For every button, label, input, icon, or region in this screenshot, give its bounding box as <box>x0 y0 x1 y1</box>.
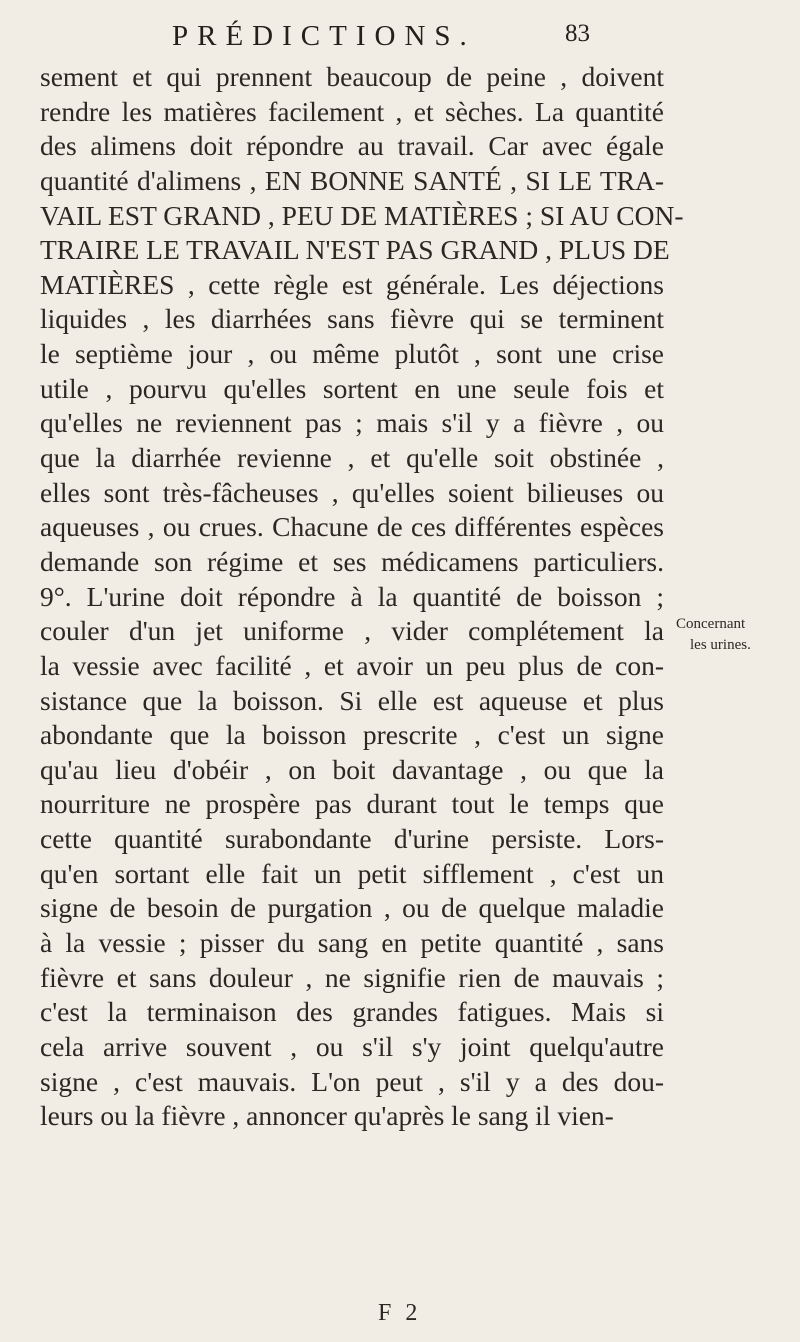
text-line: sistance que la boisson. Si elle est aqueuse et plus <box>40 684 664 716</box>
text-line: demande son régime et ses médicamens particuliers. <box>40 545 664 577</box>
text-line: cela arrive souvent , ou s'il s'y joint quelqu'autre <box>40 1030 664 1062</box>
text-line: qu'au lieu d'obéir , on boit davantage , ou que la <box>40 753 664 785</box>
text-line: signe de besoin de purgation , ou de quelque maladie <box>40 892 664 924</box>
text-line: 9°. L'urine doit répondre à la quantité de boisson ; <box>40 580 664 612</box>
text-line: rendre les matières facilement , et sèches. La quantité <box>40 95 664 127</box>
margin-note <box>676 614 796 656</box>
text-line: MATIÈRES , cette règle est générale. Les déjections <box>40 268 664 300</box>
text-line: des alimens doit répondre au travail. Car avec égale <box>40 130 664 162</box>
running-header <box>160 14 590 54</box>
text-line: cette quantité surabondante d'urine persiste. Lors- <box>40 823 664 855</box>
text-line: abondante que la boisson prescrite , c'est un signe <box>40 719 664 751</box>
text-line: c'est la terminaison des grandes fatigues. Mais si <box>40 996 664 1028</box>
running-title: PRÉDICTIONS. <box>172 20 476 52</box>
body-text <box>40 60 684 1134</box>
text-line: nourriture ne prospère pas durant tout le temps que <box>40 788 664 820</box>
text-line: utile , pourvu qu'elles sortent en une seule fois et <box>40 372 664 404</box>
text-line: le septième jour , ou même plutôt , sont une crise <box>40 338 664 370</box>
text-line: qu'elles ne reviennent pas ; mais s'il y a fièvre , ou <box>40 407 664 439</box>
signature-mark: F 2 <box>378 1300 422 1326</box>
text-line: elles sont très-fâcheuses , qu'elles soient bilieuses ou <box>40 476 664 508</box>
text-line: signe , c'est mauvais. L'on peut , s'il y a des dou- <box>40 1065 664 1097</box>
text-line: fièvre et sans douleur , ne signifie rien de mauvais ; <box>40 961 664 993</box>
text-line: leurs ou la fièvre , annoncer qu'après le sang il vien- <box>40 1100 614 1132</box>
text-line: liquides , les diarrhées sans fièvre qui se terminent <box>40 303 664 335</box>
page-number: 83 <box>565 20 590 47</box>
margin-note-line: les urines. <box>690 637 751 653</box>
text-line: sement et qui prennent beaucoup de peine , doivent <box>40 61 664 92</box>
text-line: la vessie avec facilité , et avoir un peu plus de con- <box>40 649 664 681</box>
text-line: que la diarrhée revienne , et qu'elle soit obstinée , <box>40 442 664 474</box>
text-line: à la vessie ; pisser du sang en petite quantité , sans <box>40 927 664 959</box>
text-line: aqueuses , ou crues. Chacune de ces différentes espèces <box>40 511 664 543</box>
margin-note-line: Concernant <box>676 616 746 632</box>
text-line: qu'en sortant elle fait un petit sifflement , c'est un <box>40 857 664 889</box>
text-line: couler d'un jet uniforme , vider complétement la <box>40 615 664 647</box>
text-line: VAIL EST GRAND , PEU DE MATIÈRES ; SI AU CON- <box>40 199 684 231</box>
text-line: quantité d'alimens , EN BONNE SANTÉ , SI LE TRA- <box>40 164 664 196</box>
text-line: TRAIRE LE TRAVAIL N'EST PAS GRAND , PLUS DE <box>40 234 670 266</box>
